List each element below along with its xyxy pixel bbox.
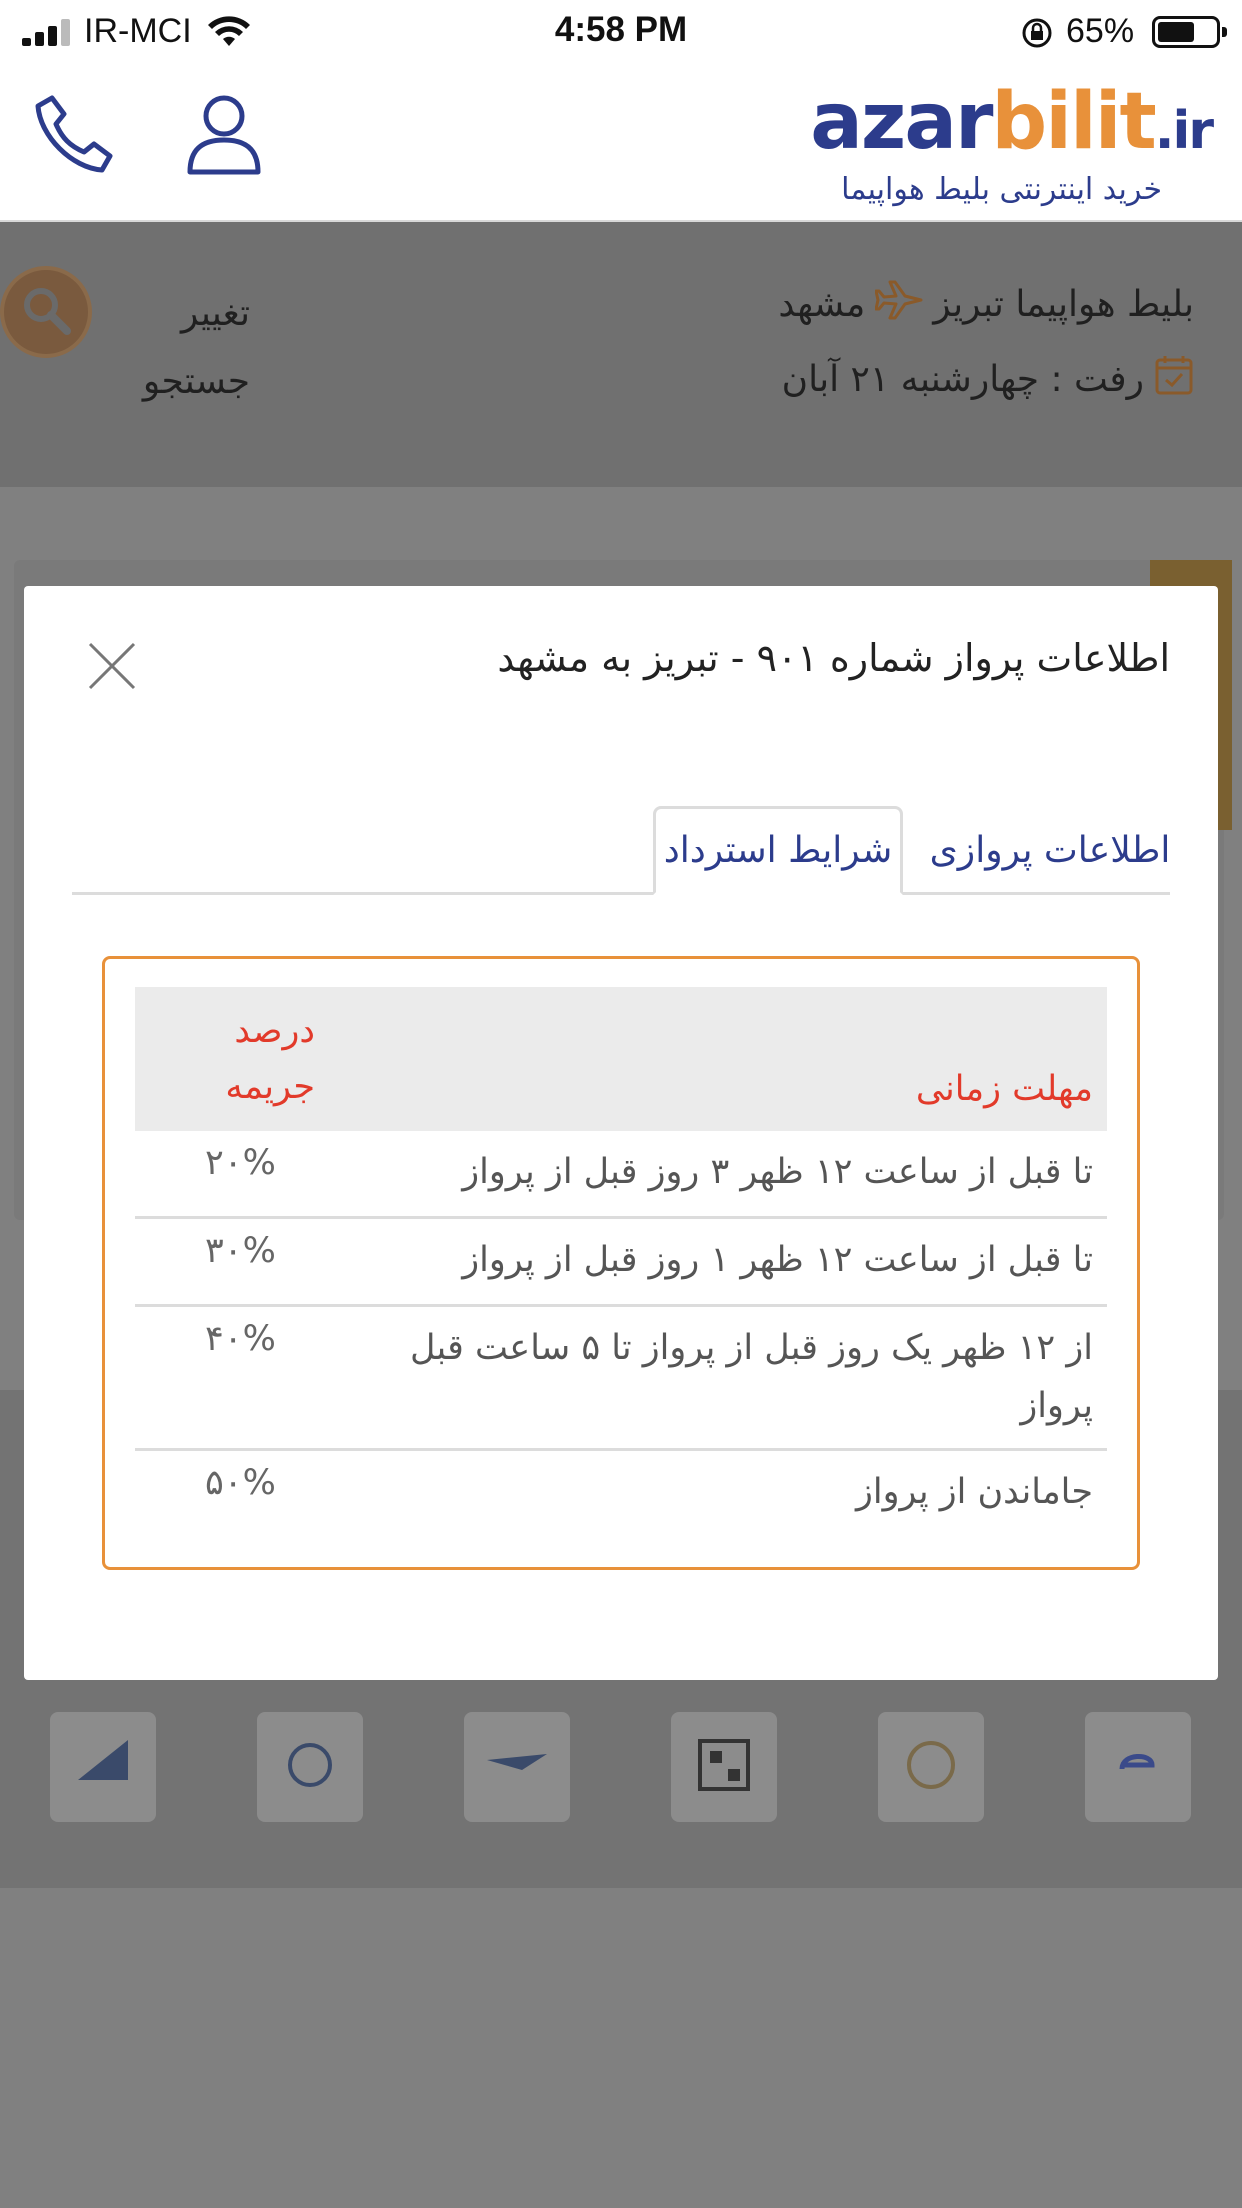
table-header: [135, 987, 1107, 1131]
search-icon: [19, 283, 73, 341]
row-deadline: تا قبل از ساعت ۱۲ ظهر ۱ روز قبل از پرواز: [462, 1240, 1093, 1280]
route-destination: مشهد: [778, 284, 866, 325]
wings-logo-icon: [482, 1740, 552, 1794]
qr-code-icon: [694, 1735, 754, 1799]
site-logo[interactable]: [732, 72, 1212, 212]
column-header-penalty: درصد جریمه: [225, 1011, 315, 1107]
table-row: [135, 1219, 1107, 1307]
close-icon: [86, 677, 138, 696]
rotation-lock-icon: [1020, 16, 1054, 54]
route-summary: [778, 280, 1194, 329]
close-button[interactable]: [86, 640, 138, 692]
row-deadline: جاماندن از پرواز: [856, 1472, 1093, 1512]
samandehi-badge[interactable]: [878, 1712, 984, 1822]
enamad-badge[interactable]: [1085, 1712, 1191, 1822]
logo-bilit: bilit: [991, 77, 1155, 167]
ep-association-badge[interactable]: [50, 1712, 156, 1822]
passenger-rights-badge[interactable]: [671, 1712, 777, 1822]
route-origin: بلیط هواپیما تبریز: [933, 284, 1194, 325]
search-summary: [0, 222, 1242, 487]
departure-date-text: رفت : چهارشنبه ۲۱ آبان: [781, 359, 1144, 400]
table-row: [135, 1131, 1107, 1219]
carrier-name: IR-MCI: [84, 12, 192, 50]
calendar-icon: [1154, 354, 1194, 405]
ep-logo-icon: [68, 1730, 138, 1804]
refund-table-box: [102, 956, 1140, 1570]
battery-icon: [1152, 16, 1220, 48]
logo-tagline: خرید اینترنتی بلیط هواپیما: [841, 172, 1162, 207]
row-deadline: از ۱۲ ظهر یک روز قبل از پرواز تا ۵ ساعت قبل پرواز: [410, 1328, 1093, 1426]
table-row: [135, 1307, 1107, 1451]
refund-table: [135, 987, 1107, 1537]
row-deadline: تا قبل از ساعت ۱۲ ظهر ۳ روز قبل از پرواز: [462, 1152, 1093, 1192]
battery-percent: 65%: [1066, 12, 1135, 50]
flight-info-modal: [24, 586, 1218, 1680]
row-penalty: ۳۰%: [205, 1231, 276, 1271]
logo-tld: .ir: [1154, 101, 1212, 161]
clock: 4:58 PM: [554, 10, 688, 49]
samandehi-logo-icon: [901, 1735, 961, 1799]
row-penalty: ۵۰%: [205, 1463, 276, 1503]
phone-icon[interactable]: [32, 92, 116, 180]
airplane-icon: [875, 280, 923, 329]
civil-aviation-badge[interactable]: [464, 1712, 570, 1822]
row-penalty: ۲۰%: [205, 1143, 276, 1183]
logo-azar: azar: [810, 77, 992, 167]
user-account-icon[interactable]: [186, 92, 262, 180]
site-header: [0, 62, 1242, 222]
tab-flight-info[interactable]: اطلاعات پروازی: [929, 830, 1171, 871]
status-bar: [0, 0, 1242, 62]
table-row: [135, 1451, 1107, 1537]
trust-badges: [0, 1712, 1242, 1826]
change-search-link[interactable]: تغییر جستجو: [142, 293, 250, 402]
column-header-deadline: مهلت زمانی: [915, 1069, 1093, 1109]
departure-date: [782, 354, 1194, 405]
enamad-logo-icon: [1108, 1735, 1168, 1799]
tourism-badge[interactable]: [257, 1712, 363, 1822]
tab-refund-conditions[interactable]: شرایط استرداد: [653, 806, 903, 895]
globe-logo-icon: [280, 1735, 340, 1799]
search-button[interactable]: [0, 266, 92, 358]
modal-title: اطلاعات پرواز شماره ۹۰۱ - تبریز به مشهد: [497, 636, 1170, 680]
row-penalty: ۴۰%: [205, 1319, 276, 1359]
